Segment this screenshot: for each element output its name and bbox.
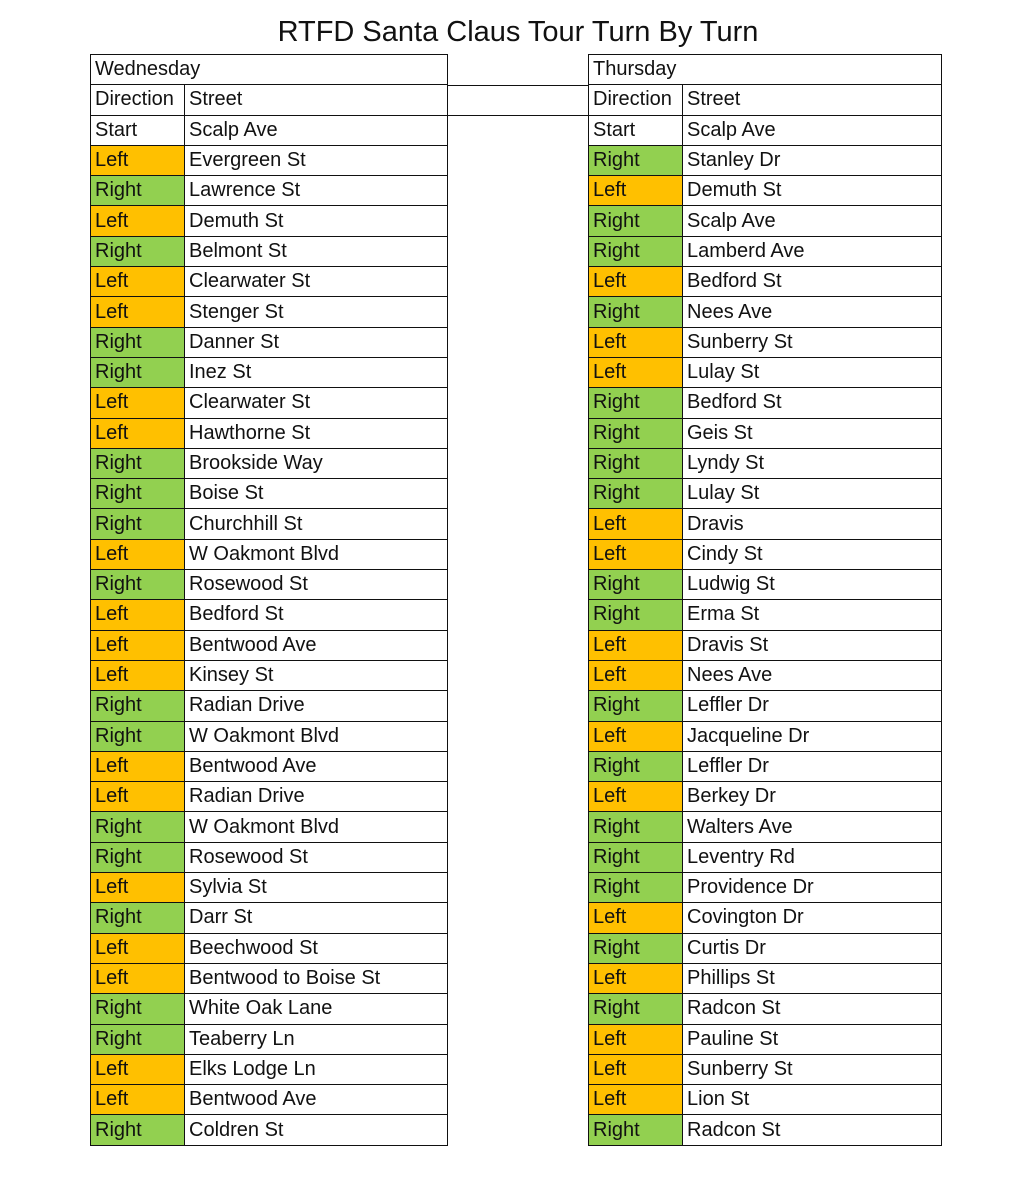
table-row — [91, 479, 448, 509]
direction-cell: Right — [91, 994, 185, 1024]
table-row — [91, 751, 448, 781]
direction-cell: Left — [91, 630, 185, 660]
header-divider-line — [448, 115, 588, 116]
direction-cell: Left — [589, 782, 683, 812]
street-cell: Lulay St — [683, 357, 942, 387]
table-row — [91, 963, 448, 993]
table-row — [91, 1085, 448, 1115]
street-cell: White Oak Lane — [185, 994, 448, 1024]
direction-cell: Right — [589, 570, 683, 600]
direction-cell: Right — [91, 812, 185, 842]
direction-cell: Left — [589, 630, 683, 660]
header-divider-line — [448, 85, 588, 86]
direction-cell: Left — [91, 660, 185, 690]
direction-cell: Left — [589, 357, 683, 387]
thursday-table — [588, 54, 942, 1146]
direction-cell: Right — [589, 751, 683, 781]
direction-cell: Left — [91, 206, 185, 236]
table-row — [91, 903, 448, 933]
table-row — [91, 418, 448, 448]
street-cell: Jacqueline Dr — [683, 721, 942, 751]
direction-cell: Right — [589, 448, 683, 478]
street-cell: Nees Ave — [683, 297, 942, 327]
table-row — [91, 357, 448, 387]
direction-cell: Left — [91, 1085, 185, 1115]
direction-cell: Left — [589, 267, 683, 297]
street-cell: Stanley Dr — [683, 145, 942, 175]
direction-cell: Right — [589, 418, 683, 448]
direction-cell: Right — [589, 691, 683, 721]
table-row — [91, 933, 448, 963]
table-row — [589, 206, 942, 236]
street-cell: Phillips St — [683, 963, 942, 993]
street-cell: Sunberry St — [683, 1054, 942, 1084]
street-cell: Lulay St — [683, 479, 942, 509]
direction-cell: Right — [91, 509, 185, 539]
table-row — [91, 994, 448, 1024]
direction-cell: Right — [589, 388, 683, 418]
street-cell: Lyndy St — [683, 448, 942, 478]
direction-cell: Right — [589, 842, 683, 872]
table-row — [589, 418, 942, 448]
table-row — [589, 721, 942, 751]
street-cell: Ludwig St — [683, 570, 942, 600]
table-row — [589, 267, 942, 297]
street-cell: Hawthorne St — [185, 418, 448, 448]
table-row — [589, 357, 942, 387]
street-cell: Churchhill St — [185, 509, 448, 539]
direction-cell: Right — [91, 176, 185, 206]
street-cell: Scalp Ave — [683, 206, 942, 236]
street-cell: Rosewood St — [185, 842, 448, 872]
table-row — [589, 1115, 942, 1145]
street-cell: Radcon St — [683, 994, 942, 1024]
direction-cell: Right — [91, 1024, 185, 1054]
table-row — [589, 236, 942, 266]
table-row — [91, 236, 448, 266]
direction-cell: Left — [91, 1054, 185, 1084]
street-cell: Scalp Ave — [185, 115, 448, 145]
street-cell: Bentwood Ave — [185, 751, 448, 781]
table-row — [91, 1024, 448, 1054]
direction-column-header: Direction — [91, 85, 185, 115]
table-row — [91, 570, 448, 600]
table-row — [589, 1024, 942, 1054]
direction-cell: Left — [91, 539, 185, 569]
table-row — [91, 782, 448, 812]
direction-cell: Left — [91, 963, 185, 993]
direction-cell: Right — [589, 145, 683, 175]
table-row — [91, 388, 448, 418]
table-row — [589, 176, 942, 206]
direction-cell: Right — [589, 600, 683, 630]
direction-cell: Left — [589, 1085, 683, 1115]
direction-cell: Left — [91, 297, 185, 327]
table-row — [91, 873, 448, 903]
table-row — [589, 145, 942, 175]
direction-cell: Right — [589, 1115, 683, 1145]
table-row — [589, 691, 942, 721]
direction-cell: Start — [589, 115, 683, 145]
table-row — [91, 145, 448, 175]
direction-cell: Left — [589, 660, 683, 690]
street-cell: Sylvia St — [185, 873, 448, 903]
direction-cell: Left — [589, 721, 683, 751]
table-row — [589, 933, 942, 963]
table-row — [91, 539, 448, 569]
table-row — [91, 842, 448, 872]
street-cell: Geis St — [683, 418, 942, 448]
table-row — [589, 842, 942, 872]
table-row — [589, 903, 942, 933]
table-row — [91, 600, 448, 630]
direction-cell: Right — [91, 1115, 185, 1145]
direction-cell: Right — [589, 236, 683, 266]
direction-cell: Right — [91, 842, 185, 872]
direction-cell: Right — [589, 479, 683, 509]
direction-cell: Right — [589, 994, 683, 1024]
street-cell: Demuth St — [185, 206, 448, 236]
street-cell: Inez St — [185, 357, 448, 387]
table-row — [589, 509, 942, 539]
street-cell: W Oakmont Blvd — [185, 539, 448, 569]
street-cell: Erma St — [683, 600, 942, 630]
street-cell: Teaberry Ln — [185, 1024, 448, 1054]
table-row — [589, 660, 942, 690]
direction-cell: Left — [91, 600, 185, 630]
direction-cell: Left — [589, 539, 683, 569]
direction-cell: Start — [91, 115, 185, 145]
wednesday-day-header: Wednesday — [91, 55, 448, 85]
street-cell: Bentwood to Boise St — [185, 963, 448, 993]
table-row — [589, 812, 942, 842]
table-row — [91, 267, 448, 297]
wednesday-table — [90, 54, 448, 1146]
table-row — [91, 509, 448, 539]
table-row — [91, 115, 448, 145]
street-cell: Radian Drive — [185, 691, 448, 721]
street-cell: Nees Ave — [683, 660, 942, 690]
street-cell: Pauline St — [683, 1024, 942, 1054]
table-row — [589, 782, 942, 812]
street-cell: Leffler Dr — [683, 691, 942, 721]
street-cell: Scalp Ave — [683, 115, 942, 145]
wednesday-rows — [91, 115, 448, 1145]
direction-cell: Left — [589, 176, 683, 206]
street-cell: Brookside Way — [185, 448, 448, 478]
direction-cell: Left — [589, 1054, 683, 1084]
street-cell: Lawrence St — [185, 176, 448, 206]
direction-cell: Left — [91, 751, 185, 781]
table-row — [589, 994, 942, 1024]
street-cell: Providence Dr — [683, 873, 942, 903]
table-row — [589, 1054, 942, 1084]
direction-cell: Right — [91, 721, 185, 751]
direction-cell: Right — [589, 812, 683, 842]
table-row — [589, 963, 942, 993]
street-cell: Radian Drive — [185, 782, 448, 812]
table-row — [91, 297, 448, 327]
table-row — [589, 751, 942, 781]
direction-cell: Right — [91, 448, 185, 478]
direction-cell: Right — [589, 297, 683, 327]
street-column-header: Street — [185, 85, 448, 115]
street-cell: Covington Dr — [683, 903, 942, 933]
table-row — [91, 1054, 448, 1084]
table-row — [91, 1115, 448, 1145]
table-row — [91, 660, 448, 690]
street-cell: Clearwater St — [185, 267, 448, 297]
thursday-day-header: Thursday — [589, 55, 942, 85]
direction-cell: Left — [589, 903, 683, 933]
street-cell: Stenger St — [185, 297, 448, 327]
direction-cell: Right — [589, 933, 683, 963]
street-column-header: Street — [683, 85, 942, 115]
table-row — [589, 600, 942, 630]
table-row — [589, 539, 942, 569]
street-cell: Lion St — [683, 1085, 942, 1115]
table-row — [589, 388, 942, 418]
street-cell: W Oakmont Blvd — [185, 812, 448, 842]
thursday-rows — [589, 115, 942, 1145]
street-cell: Walters Ave — [683, 812, 942, 842]
direction-cell: Left — [589, 509, 683, 539]
street-cell: Cindy St — [683, 539, 942, 569]
table-row — [589, 873, 942, 903]
direction-cell: Right — [91, 691, 185, 721]
direction-cell: Left — [91, 873, 185, 903]
street-cell: Elks Lodge Ln — [185, 1054, 448, 1084]
street-cell: Lamberd Ave — [683, 236, 942, 266]
table-row — [589, 1085, 942, 1115]
direction-cell: Right — [589, 206, 683, 236]
street-cell: Belmont St — [185, 236, 448, 266]
direction-cell: Right — [91, 903, 185, 933]
table-row — [91, 448, 448, 478]
street-cell: Dravis — [683, 509, 942, 539]
street-cell: Danner St — [185, 327, 448, 357]
street-cell: Evergreen St — [185, 145, 448, 175]
direction-cell: Right — [91, 327, 185, 357]
direction-cell: Right — [91, 236, 185, 266]
table-row — [589, 570, 942, 600]
street-cell: Curtis Dr — [683, 933, 942, 963]
street-cell: Rosewood St — [185, 570, 448, 600]
street-cell: Beechwood St — [185, 933, 448, 963]
direction-cell: Right — [91, 357, 185, 387]
street-cell: Leffler Dr — [683, 751, 942, 781]
street-cell: Leventry Rd — [683, 842, 942, 872]
table-row — [589, 479, 942, 509]
street-cell: Clearwater St — [185, 388, 448, 418]
direction-cell: Left — [589, 327, 683, 357]
page-title: RTFD Santa Claus Tour Turn By Turn — [277, 16, 759, 48]
direction-cell: Left — [589, 1024, 683, 1054]
table-row — [91, 630, 448, 660]
street-cell: Bedford St — [185, 600, 448, 630]
table-row — [589, 327, 942, 357]
table-row — [91, 691, 448, 721]
street-cell: Bedford St — [683, 267, 942, 297]
street-cell: Kinsey St — [185, 660, 448, 690]
street-cell: Demuth St — [683, 176, 942, 206]
direction-cell: Left — [91, 782, 185, 812]
table-row — [91, 206, 448, 236]
direction-cell: Left — [91, 933, 185, 963]
table-row — [589, 297, 942, 327]
direction-cell: Left — [91, 267, 185, 297]
direction-cell: Left — [91, 388, 185, 418]
direction-cell: Left — [91, 145, 185, 175]
street-cell: Coldren St — [185, 1115, 448, 1145]
street-cell: Bedford St — [683, 388, 942, 418]
street-cell: Sunberry St — [683, 327, 942, 357]
street-cell: Bentwood Ave — [185, 630, 448, 660]
direction-cell: Right — [589, 873, 683, 903]
table-row — [91, 721, 448, 751]
street-cell: Bentwood Ave — [185, 1085, 448, 1115]
street-cell: Radcon St — [683, 1115, 942, 1145]
table-row — [589, 630, 942, 660]
table-row — [91, 812, 448, 842]
direction-cell: Left — [589, 963, 683, 993]
street-cell: Berkey Dr — [683, 782, 942, 812]
street-cell: Dravis St — [683, 630, 942, 660]
table-row — [589, 448, 942, 478]
direction-cell: Right — [91, 479, 185, 509]
table-row — [589, 115, 942, 145]
direction-cell: Left — [91, 418, 185, 448]
street-cell: W Oakmont Blvd — [185, 721, 448, 751]
street-cell: Darr St — [185, 903, 448, 933]
table-row — [91, 327, 448, 357]
table-row — [91, 176, 448, 206]
direction-column-header: Direction — [589, 85, 683, 115]
street-cell: Boise St — [185, 479, 448, 509]
direction-cell: Right — [91, 570, 185, 600]
